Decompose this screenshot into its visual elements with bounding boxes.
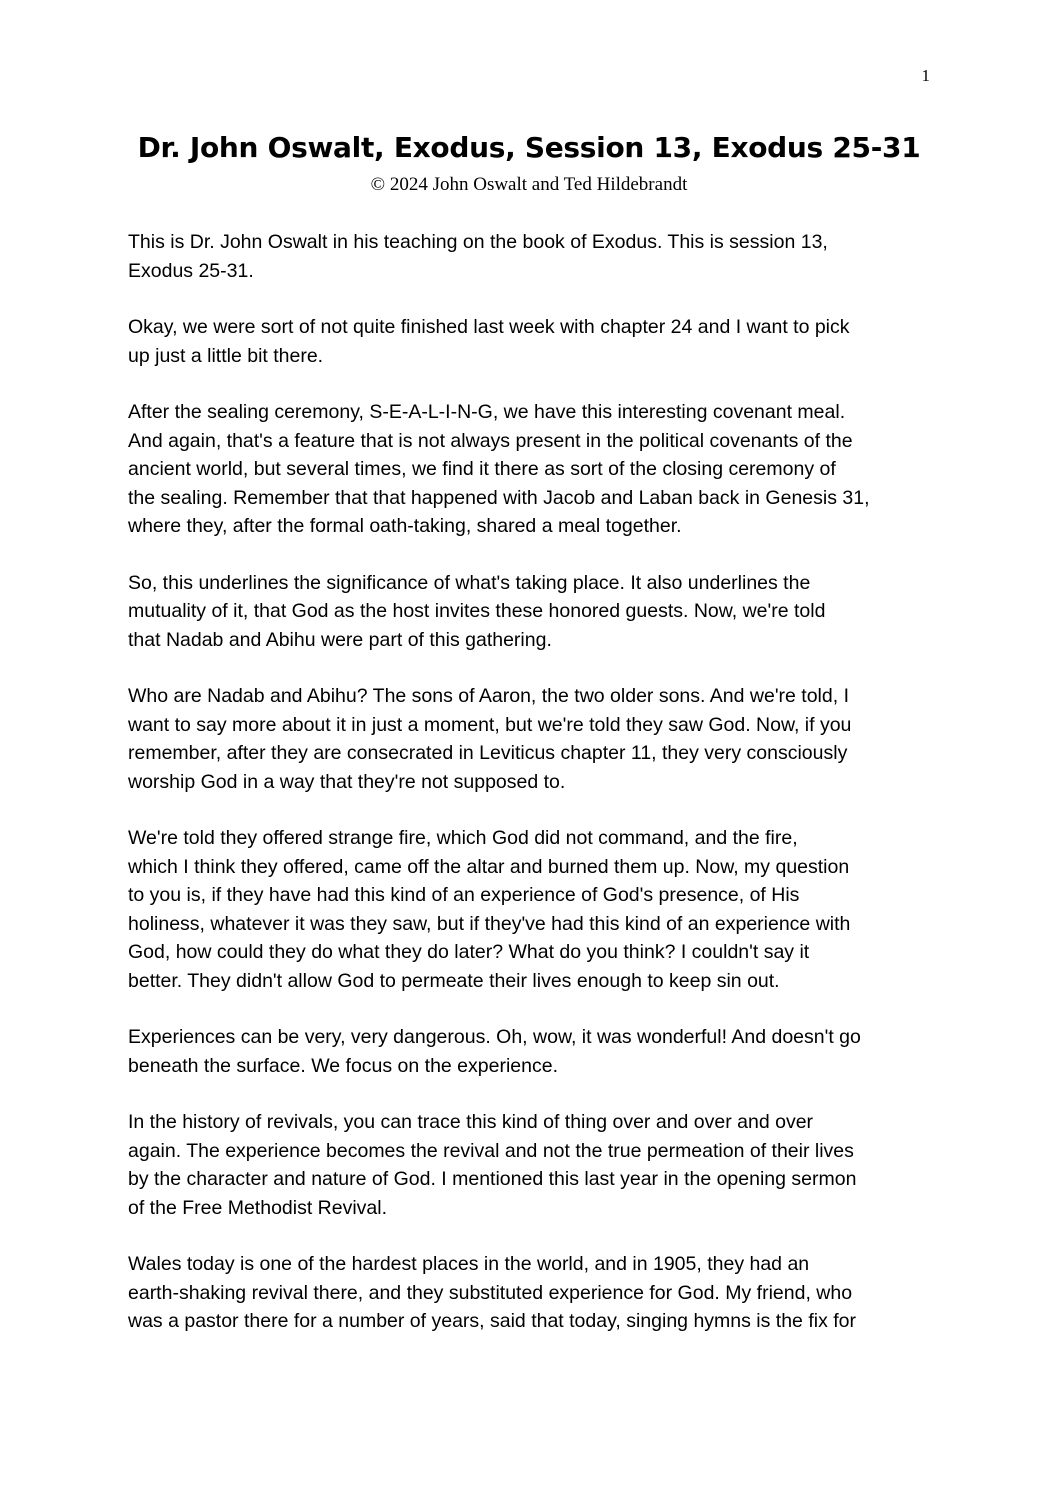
paragraph-line: remember, after they are consecrated in Leviticus chapter 11, they very consciously bbox=[128, 742, 848, 764]
paragraph bbox=[128, 1250, 940, 1336]
page-number: 1 bbox=[921, 66, 930, 85]
paragraph bbox=[128, 682, 940, 796]
paragraph-line: again. The experience becomes the revival and not the true permeation of their lives bbox=[128, 1139, 854, 1162]
paragraph-line: Wales today is one of the hardest places in the world, and in 1905, they had an bbox=[128, 1253, 810, 1275]
paragraph bbox=[128, 313, 940, 370]
paragraph-line: up just a little bit there. bbox=[128, 344, 324, 367]
paragraph-line: Exodus 25-31. bbox=[128, 259, 254, 282]
document-body bbox=[128, 228, 940, 1364]
paragraph-line: In the history of revivals, you can trace this kind of thing over and over and over bbox=[128, 1111, 814, 1133]
paragraph-line: worship God in a way that they're not supposed to. bbox=[128, 770, 566, 793]
paragraph bbox=[128, 824, 940, 995]
paragraph-line: So, this underlines the significance of what's taking place. It also underlines the bbox=[128, 571, 811, 594]
paragraph-line: We're told they offered strange fire, which God did not command, and the fire, bbox=[128, 827, 798, 849]
paragraph-line: beneath the surface. We focus on the experience. bbox=[128, 1054, 558, 1077]
paragraph-line: the sealing. Remember that that happened with Jacob and Laban back in Genesis 31, bbox=[128, 486, 870, 509]
paragraph-line: Who are Nadab and Abihu? The sons of Aaron, the two older sons. And we're told, I bbox=[128, 685, 849, 707]
paragraph-line: of the Free Methodist Revival. bbox=[128, 1196, 388, 1219]
paragraph bbox=[128, 398, 940, 541]
paragraph-line: mutuality of it, that God as the host invites these honored guests. Now, we're told bbox=[128, 600, 826, 622]
paragraph-line: This is Dr. John Oswalt in his teaching on the book of Exodus. This is session 13, bbox=[128, 231, 828, 253]
paragraph bbox=[128, 1023, 940, 1080]
copyright-line: © 2024 John Oswalt and Ted Hildebrandt bbox=[370, 174, 688, 195]
paragraph-line: ancient world, but several times, we find it there as sort of the closing ceremony of bbox=[128, 458, 836, 480]
paragraph-line: Experiences can be very, very dangerous. Oh, wow, it was wonderful! And doesn't go bbox=[128, 1026, 861, 1048]
paragraph-line: that Nadab and Abihu were part of this gathering. bbox=[128, 628, 552, 651]
paragraph-line: God, how could they do what they do later? What do you think? I couldn't say it bbox=[128, 941, 810, 963]
paragraph-line: Okay, we were sort of not quite finished last week with chapter 24 and I want to pick bbox=[128, 316, 850, 338]
paragraph-line: by the character and nature of God. I mentioned this last year in the opening sermon bbox=[128, 1168, 857, 1190]
paragraph-line: better. They didn't allow God to permeate their lives enough to keep sin out. bbox=[128, 969, 780, 992]
document-title: Dr. John Oswalt, Exodus, Session 13, Exodus 25-31 bbox=[137, 131, 921, 164]
paragraph bbox=[128, 569, 940, 655]
paragraph bbox=[128, 228, 940, 285]
paragraph-line: holiness, whatever it was they saw, but if they've had this kind of an experience with bbox=[128, 912, 851, 935]
paragraph-line: which I think they offered, came off the altar and burned them up. Now, my question bbox=[128, 855, 850, 878]
paragraph-line: to you is, if they have had this kind of an experience of God's presence, of His bbox=[128, 884, 800, 906]
paragraph bbox=[128, 1108, 940, 1222]
paragraph-line: After the sealing ceremony, S-E-A-L-I-N-G, we have this interesting covenant meal. bbox=[128, 401, 846, 423]
paragraph-line: where they, after the formal oath-taking, shared a meal together. bbox=[128, 515, 682, 537]
paragraph-line: want to say more about it in just a moment, but we're told they saw God. Now, if you bbox=[128, 713, 852, 736]
paragraph-line: earth-shaking revival there, and they substituted experience for God. My friend, who bbox=[128, 1281, 853, 1304]
paragraph-line: And again, that's a feature that is not always present in the political covenants of the bbox=[128, 429, 853, 452]
paragraph-line: was a pastor there for a number of years, said that today, singing hymns is the fix for bbox=[128, 1310, 856, 1332]
